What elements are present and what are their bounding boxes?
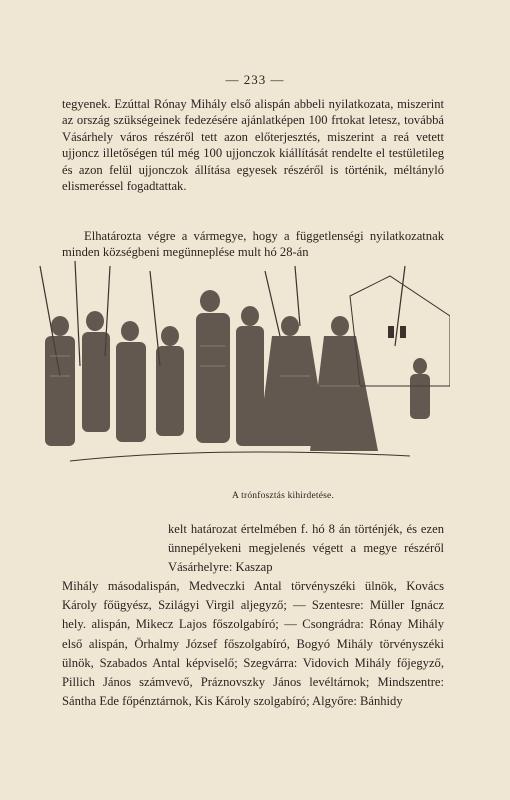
paragraph-1: tegyenek. Ezúttal Rónay Mihály első alispán abbeli nyilatkozata, miszerint az ország szükségeinek fedezésére ajánlatképen 100 frtokat letesz, továbbá Vásárhely város részéről tett azon előterjesztés, miszerint a reá vetett ujjoncz illetőségen túl még 100 ujjonczok kiállítását rendelte el testületileg és azon felül ujjonczok állítása egyesek részéről is történik, méltányló elismeréssel fogadtattak. xyxy=(62,97,444,194)
page-number: — 233 — xyxy=(225,72,285,87)
engraving-illustration xyxy=(10,256,450,506)
paragraph-3: kelt határozat értelmében f. hó 8 án történjék, és ezen ünnepélyekeni megjelenés végett a megye részéről Vásárhelyre: Kaszap xyxy=(168,522,444,575)
paragraph-2: Elhatározta végre a vármegye, hogy a függetlenségi nyilatkozatnak minden községbeni megünneplése mult hó 28-án xyxy=(62,229,444,260)
paragraph-4: Mihály másodalispán, Medveczki Antal törvényszéki ülnök, Kovács Károly főügyész, Szilágyi Virgil aljegyző; — Szentesre: Müller Ignácz hely. alispán, Mikecz Lajos főszolgabíró; — Csongrádra: Rónay Mihály első alispán, Örhalmy József főszolgabíró, Bogyó Mihály törvényszéki ülnök, Szabados Antal képviselő; Szegvárra: Vidovich Mihály főjegyző, Pillich János számvevő, Práznovszky János levéltárnok; Mindszentre: Sánthа Ede főpénztárnok, Kis Károly szolgabíró; Algyőre: Bánhidy xyxy=(62,579,444,709)
illustration-caption: A trónfosztás kihirdetése. xyxy=(232,491,335,501)
